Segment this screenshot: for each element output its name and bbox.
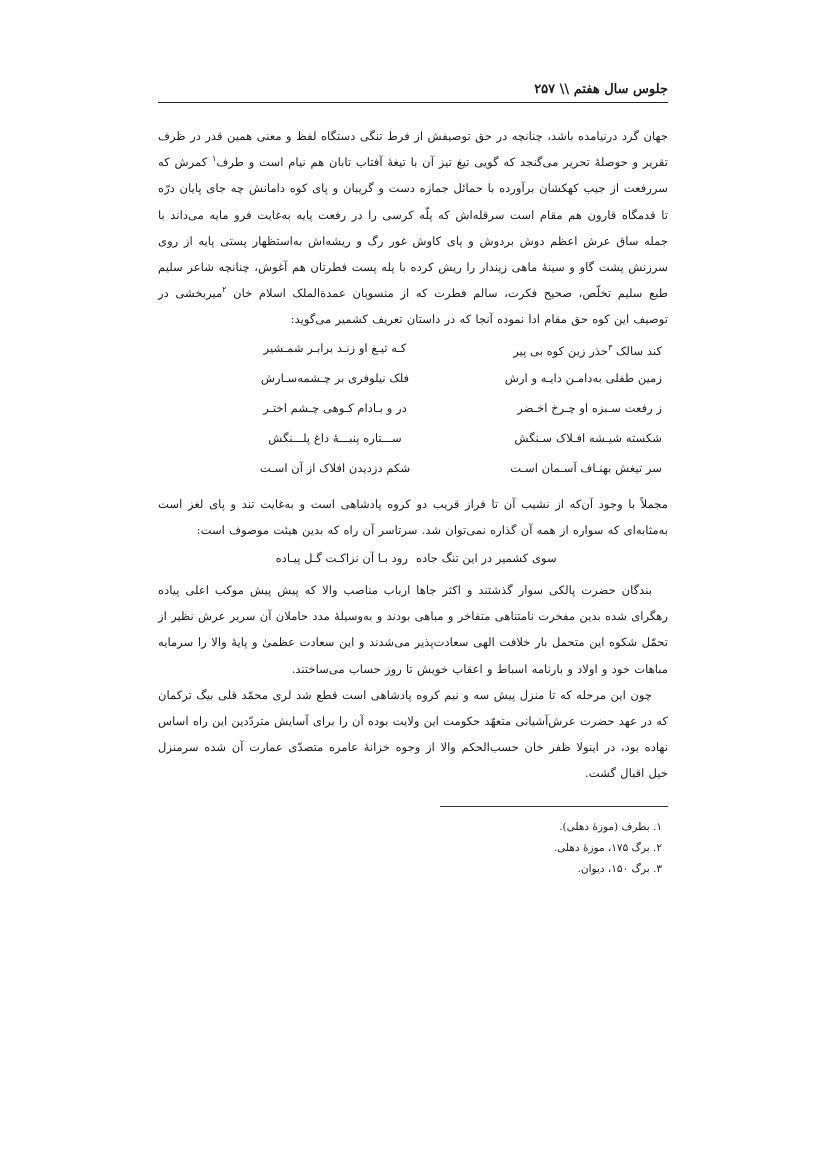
paragraph-3: بندگان حضرت پالکی سوار گذشتند و اکثر جاها ارباب مناصب والا که پیش پیش موکب اعلی پیاده رهگرای شده بدین مفخرت نامتناهی متفاخر و مباهی بودند و به‌وسیلهٔ مدد حاملان آن سریر عرش نظیر از تحمّل شکوه این متحمل بار خلافت الهی سعادت‌پذیر می‌شدند و این سعادت عظمیٰ و پایهٔ والا را سرمایه مباهات خود و اولاد و بارنامه اسباط و اعقاب خویش تا روز حساب می‌ساختند. xyxy=(158,583,668,676)
paragraph-1-part-c: میربخشی در توصیف این کوه حق مقام ادا نموده آنجا که در داستان تعریف کشمیر می‌گوید: xyxy=(158,286,668,327)
verse-block xyxy=(158,333,668,483)
footnote-3: ۳. برگ ۱۵۰، دیوان. xyxy=(577,863,662,875)
verse-hemistich-left: کـه تیـغ او زنـد برابـر شمـشیر xyxy=(263,340,407,355)
paragraph-2: مجملاً با وجود آن‌که از نشیب آن تا فراز قریب دو کروه پادشاهی است و به‌غایت تند و پای لغز است به‌مثابه‌ای که سواره از همه آن گذاره نمی‌توان شد. سرتاسر آن راه که بدین هیئت موصوف است: xyxy=(158,496,668,537)
paragraph-1-part-b: کمرش که سررفعت از جیب کهکشان برآورده با حمائل جمازه دست و گریبان و پای کوه دامانش چه جای پایان درّه تا قدمگاه قارون هم مقام است سرقله‌اش که پلّه کرسی را در رفعت پایه به‌غایت فرو مایه می‌داند با جمله ساق عرش اعظم دوش بردوش و پای کاوش غور رگ و ریشه‌اش به‌استظهار پستی پایه از روی سرزنش پشت گاو و سینهٔ ماهی زیندار را ریش کرده با پله پست فطرتان هم آغوش، چنانچه شاعر سلیم طبع سلیم تخلّص، صحیح فکرت، سالم فطرت که از منسوبان عمدةالملک اسلام خان xyxy=(158,155,668,301)
verse-hemistich-right: شکسته شیـشه افـلاک سـنگش xyxy=(514,430,662,445)
verse-hemistich-right: زمین طفلی به‌دامـن دایـه و ارش xyxy=(504,370,662,385)
paragraph-1 xyxy=(158,123,668,333)
verse-hemistich-right: کند سالک $^۳$حذر زین کوه بی پیر xyxy=(513,342,662,358)
verse-hemistich-left: فلک نیلوفری بر چـشمه‌سـارش xyxy=(260,370,410,385)
main-text xyxy=(158,123,668,787)
running-header: جلوس سال هفتم \\ ۲۵۷ xyxy=(534,82,668,97)
verse-hemistich-right: سوی کشمیر در این تنگ جاده xyxy=(416,551,557,566)
verse-hemistich-left: در و بـادام کـوهی چـشم اختـر xyxy=(263,400,407,415)
footnote-marker-3: ۳ xyxy=(608,342,613,352)
verse-hemistich-left: شکم دزدیدن افلاک از آن اسـت xyxy=(259,460,411,475)
verse-hemistich-right: سر تیغش بهنـاف آسـمان اسـت xyxy=(510,460,662,475)
footnote-rule xyxy=(440,806,668,807)
verse-row xyxy=(158,363,668,393)
footnote-marker-2: ۲ xyxy=(222,285,227,295)
paragraph-4: چون این مرحله که تا منزل پیش سه و نیم کروه پادشاهی است قطع شد لری محمّد قلی بیگ ترکمان که در عهد حضرت عرش‌آشیانی متعهّد حکومت این ولایت بوده آن را برای آسایش متردّدین این راه اساس نهاده بود، در اینولا ظفر خان حسب‌الحکم والا از وجوه خزانهٔ عامره متصدّی عمارت آن شده سرمنزل خیل اقبال گشت. xyxy=(158,687,668,781)
verse-hemistich-right: ز رفعت سـبزه او چـرخ اخـضر xyxy=(517,400,662,415)
footnote-2: ۲. برگ ۱۷۵، موزهٔ دهلی. xyxy=(553,842,662,854)
paragraph-1-part-a: جهان گرد درنیامده باشد، چنانچه در حق توصیفش از فرط تنگی دستگاه لفظ و معنی همین قدر در ظرف تقریر و حوصلهٔ تحریر می‌گنجد که گویی تیغ تیز آن با تیغهٔ آفتاب تابان هم نیام است و طرف xyxy=(158,129,668,170)
verse-hemistich-left: رود بـا آن نزاکـت گـل پیـاده xyxy=(275,551,408,566)
single-verse xyxy=(158,543,668,573)
verse-hemistich-left: ســـتاره پنبـــهٔ داغ پلـــنگش xyxy=(268,430,402,445)
footnote-marker-1: ۱ xyxy=(212,154,217,164)
header-rule xyxy=(158,102,668,103)
verse-row xyxy=(158,333,668,363)
verse-row xyxy=(158,393,668,423)
verse-row xyxy=(158,423,668,453)
footnote-1: ۱. بطرف (موزهٔ دهلی). xyxy=(559,821,662,833)
footnotes xyxy=(440,817,668,880)
verse-row xyxy=(158,453,668,483)
